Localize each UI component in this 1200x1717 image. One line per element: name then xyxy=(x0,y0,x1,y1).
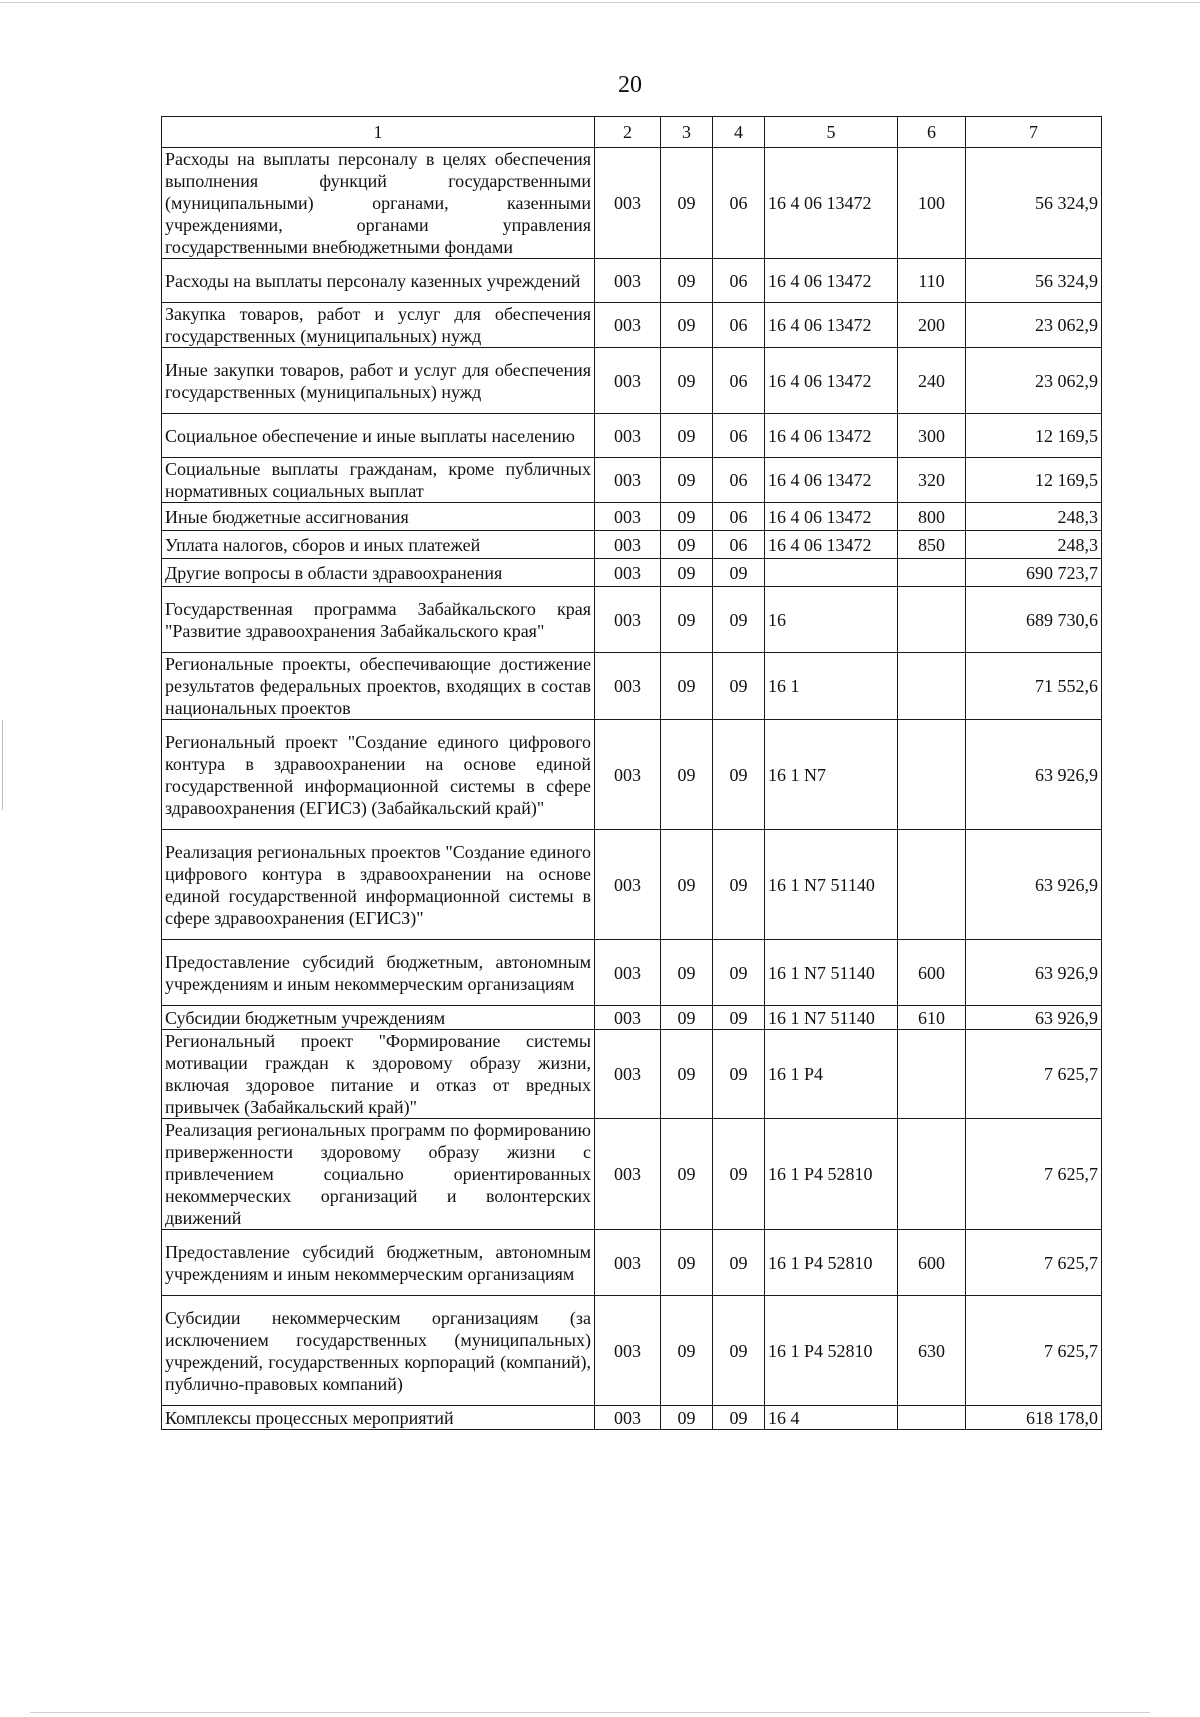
row-subsection-cell: 06 xyxy=(713,348,765,414)
table-row xyxy=(162,414,1102,458)
row-subsection-cell: 09 xyxy=(713,1296,765,1406)
row-name-cell: Социальные выплаты гражданам, кроме публичных нормативных социальных выплат xyxy=(162,458,595,503)
row-ministry-cell: 003 xyxy=(595,1006,661,1030)
row-ministry-cell: 003 xyxy=(595,587,661,653)
row-target-article-cell: 16 xyxy=(765,587,898,653)
row-ministry-cell: 003 xyxy=(595,148,661,259)
row-amount-cell: 7 625,7 xyxy=(966,1296,1102,1406)
row-expense-type-cell: 100 xyxy=(898,148,966,259)
row-expense-type-cell: 600 xyxy=(898,1230,966,1296)
row-name-cell: Расходы на выплаты персоналу казенных учреждений xyxy=(162,259,595,303)
row-target-article-cell xyxy=(765,559,898,587)
row-subsection-cell: 06 xyxy=(713,303,765,348)
row-expense-type-cell xyxy=(898,1406,966,1430)
row-amount-cell: 71 552,6 xyxy=(966,653,1102,720)
row-subsection-cell: 06 xyxy=(713,259,765,303)
row-target-article-cell: 16 4 06 13472 xyxy=(765,414,898,458)
row-expense-type-cell xyxy=(898,653,966,720)
table-row xyxy=(162,1119,1102,1230)
row-amount-cell: 248,3 xyxy=(966,531,1102,559)
row-ministry-cell: 003 xyxy=(595,940,661,1006)
table-row xyxy=(162,458,1102,503)
table-row xyxy=(162,503,1102,531)
row-expense-type-cell: 800 xyxy=(898,503,966,531)
row-subsection-cell: 06 xyxy=(713,414,765,458)
row-name-cell: Иные закупки товаров, работ и услуг для обеспечения государственных (муниципальных) нужд xyxy=(162,348,595,414)
row-name-cell: Государственная программа Забайкальского края "Развитие здравоохранения Забайкальского края" xyxy=(162,587,595,653)
scan-edge-line-bottom xyxy=(30,1712,1150,1713)
row-subsection-cell: 09 xyxy=(713,653,765,720)
header-cell-subsection: 4 xyxy=(713,117,765,148)
row-expense-type-cell: 320 xyxy=(898,458,966,503)
row-name-cell: Региональный проект "Формирование системы мотивации граждан к здоровому образу жизни, включая здоровое питание и отказ от вредных привычек (Забайкальский край)" xyxy=(162,1030,595,1119)
row-amount-cell: 63 926,9 xyxy=(966,1006,1102,1030)
table-row xyxy=(162,1230,1102,1296)
row-ministry-cell: 003 xyxy=(595,414,661,458)
table-row xyxy=(162,940,1102,1006)
row-target-article-cell: 16 1 P4 52810 xyxy=(765,1119,898,1230)
row-ministry-cell: 003 xyxy=(595,1296,661,1406)
row-expense-type-cell: 630 xyxy=(898,1296,966,1406)
header-cell-section: 3 xyxy=(661,117,713,148)
row-name-cell: Уплата налогов, сборов и иных платежей xyxy=(162,531,595,559)
row-section-cell: 09 xyxy=(661,1119,713,1230)
row-section-cell: 09 xyxy=(661,720,713,830)
row-subsection-cell: 09 xyxy=(713,1119,765,1230)
table-row xyxy=(162,148,1102,259)
row-ministry-cell: 003 xyxy=(595,303,661,348)
row-subsection-cell: 06 xyxy=(713,503,765,531)
row-name-cell: Реализация региональных проектов "Создание единого цифрового контура в здравоохранении на основе единой государственной информационной системы в сфере здравоохранения (ЕГИСЗ)" xyxy=(162,830,595,940)
row-ministry-cell: 003 xyxy=(595,653,661,720)
row-ministry-cell: 003 xyxy=(595,458,661,503)
scan-edge-line-top xyxy=(0,2,1200,3)
row-section-cell: 09 xyxy=(661,303,713,348)
row-name-cell: Комплексы процессных мероприятий xyxy=(162,1406,595,1430)
row-target-article-cell: 16 1 N7 xyxy=(765,720,898,830)
row-ministry-cell: 003 xyxy=(595,1119,661,1230)
page-number: 20 xyxy=(618,72,642,98)
row-subsection-cell: 09 xyxy=(713,1406,765,1430)
row-amount-cell: 63 926,9 xyxy=(966,940,1102,1006)
header-cell-name: 1 xyxy=(162,117,595,148)
row-ministry-cell: 003 xyxy=(595,720,661,830)
row-target-article-cell: 16 4 06 13472 xyxy=(765,259,898,303)
row-target-article-cell: 16 1 N7 51140 xyxy=(765,1006,898,1030)
row-amount-cell: 12 169,5 xyxy=(966,458,1102,503)
row-ministry-cell: 003 xyxy=(595,259,661,303)
table-row xyxy=(162,1006,1102,1030)
row-section-cell: 09 xyxy=(661,653,713,720)
table-body xyxy=(162,148,1102,1430)
row-name-cell: Региональный проект "Создание единого цифрового контура в здравоохранении на основе единой государственной информационной системы в сфере здравоохранения (ЕГИСЗ) (Забайкальский край)" xyxy=(162,720,595,830)
header-cell-target-article: 5 xyxy=(765,117,898,148)
row-target-article-cell: 16 4 06 13472 xyxy=(765,348,898,414)
row-target-article-cell: 16 1 N7 51140 xyxy=(765,940,898,1006)
row-amount-cell: 63 926,9 xyxy=(966,830,1102,940)
table-row xyxy=(162,830,1102,940)
row-amount-cell: 23 062,9 xyxy=(966,348,1102,414)
row-subsection-cell: 09 xyxy=(713,1006,765,1030)
row-target-article-cell: 16 4 06 13472 xyxy=(765,503,898,531)
row-section-cell: 09 xyxy=(661,1230,713,1296)
row-name-cell: Региональные проекты, обеспечивающие достижение результатов федеральных проектов, входящих в состав национальных проектов xyxy=(162,653,595,720)
row-ministry-cell: 003 xyxy=(595,503,661,531)
row-name-cell: Реализация региональных программ по формированию приверженности здоровому образу жизни с привлечением социально ориентированных некоммерческих организаций и волонтерских движений xyxy=(162,1119,595,1230)
row-section-cell: 09 xyxy=(661,348,713,414)
row-ministry-cell: 003 xyxy=(595,1406,661,1430)
row-name-cell: Другие вопросы в области здравоохранения xyxy=(162,559,595,587)
row-amount-cell: 618 178,0 xyxy=(966,1406,1102,1430)
row-section-cell: 09 xyxy=(661,531,713,559)
row-name-cell: Закупка товаров, работ и услуг для обеспечения государственных (муниципальных) нужд xyxy=(162,303,595,348)
row-name-cell: Субсидии некоммерческим организациям (за исключением государственных (муниципальных) учреждений, государственных корпораций (компаний), публично-правовых компаний) xyxy=(162,1296,595,1406)
row-ministry-cell: 003 xyxy=(595,830,661,940)
row-section-cell: 09 xyxy=(661,414,713,458)
row-subsection-cell: 09 xyxy=(713,559,765,587)
table-row xyxy=(162,1406,1102,1430)
header-cell-ministry: 2 xyxy=(595,117,661,148)
row-section-cell: 09 xyxy=(661,1030,713,1119)
row-target-article-cell: 16 1 P4 52810 xyxy=(765,1296,898,1406)
row-amount-cell: 56 324,9 xyxy=(966,259,1102,303)
row-name-cell: Социальное обеспечение и иные выплаты населению xyxy=(162,414,595,458)
row-expense-type-cell: 110 xyxy=(898,259,966,303)
row-amount-cell: 63 926,9 xyxy=(966,720,1102,830)
row-section-cell: 09 xyxy=(661,559,713,587)
row-expense-type-cell xyxy=(898,1030,966,1119)
row-section-cell: 09 xyxy=(661,1296,713,1406)
row-section-cell: 09 xyxy=(661,1406,713,1430)
row-name-cell: Иные бюджетные ассигнования xyxy=(162,503,595,531)
table-row xyxy=(162,531,1102,559)
row-expense-type-cell: 240 xyxy=(898,348,966,414)
row-section-cell: 09 xyxy=(661,587,713,653)
table-row xyxy=(162,559,1102,587)
row-ministry-cell: 003 xyxy=(595,1230,661,1296)
row-name-cell: Расходы на выплаты персоналу в целях обеспечения выполнения функций государственными (муниципальными) органами, казенными учреждениями, органами управления государственными внебюджетными фондами xyxy=(162,148,595,259)
row-amount-cell: 12 169,5 xyxy=(966,414,1102,458)
row-target-article-cell: 16 4 06 13472 xyxy=(765,458,898,503)
table-row xyxy=(162,653,1102,720)
row-ministry-cell: 003 xyxy=(595,531,661,559)
table-row xyxy=(162,587,1102,653)
row-name-cell: Предоставление субсидий бюджетным, автономным учреждениям и иным некоммерческим организациям xyxy=(162,940,595,1006)
row-expense-type-cell xyxy=(898,830,966,940)
row-amount-cell: 7 625,7 xyxy=(966,1230,1102,1296)
row-amount-cell: 7 625,7 xyxy=(966,1030,1102,1119)
row-expense-type-cell xyxy=(898,587,966,653)
row-subsection-cell: 09 xyxy=(713,940,765,1006)
table-row xyxy=(162,1030,1102,1119)
row-ministry-cell: 003 xyxy=(595,559,661,587)
row-subsection-cell: 09 xyxy=(713,830,765,940)
row-target-article-cell: 16 1 N7 51140 xyxy=(765,830,898,940)
row-section-cell: 09 xyxy=(661,1006,713,1030)
table-row xyxy=(162,720,1102,830)
row-amount-cell: 248,3 xyxy=(966,503,1102,531)
row-name-cell: Предоставление субсидий бюджетным, автономным учреждениям и иным некоммерческим организациям xyxy=(162,1230,595,1296)
row-subsection-cell: 09 xyxy=(713,1230,765,1296)
table-row xyxy=(162,1296,1102,1406)
row-section-cell: 09 xyxy=(661,940,713,1006)
row-expense-type-cell: 610 xyxy=(898,1006,966,1030)
row-amount-cell: 56 324,9 xyxy=(966,148,1102,259)
row-expense-type-cell: 850 xyxy=(898,531,966,559)
table-header-row xyxy=(162,117,1102,148)
row-name-cell: Субсидии бюджетным учреждениям xyxy=(162,1006,595,1030)
row-amount-cell: 7 625,7 xyxy=(966,1119,1102,1230)
row-subsection-cell: 09 xyxy=(713,1030,765,1119)
row-amount-cell: 690 723,7 xyxy=(966,559,1102,587)
row-section-cell: 09 xyxy=(661,148,713,259)
row-section-cell: 09 xyxy=(661,503,713,531)
row-section-cell: 09 xyxy=(661,259,713,303)
row-expense-type-cell: 300 xyxy=(898,414,966,458)
row-expense-type-cell xyxy=(898,559,966,587)
row-expense-type-cell: 200 xyxy=(898,303,966,348)
row-subsection-cell: 06 xyxy=(713,531,765,559)
header-cell-expense-type: 6 xyxy=(898,117,966,148)
row-expense-type-cell xyxy=(898,1119,966,1230)
row-subsection-cell: 06 xyxy=(713,148,765,259)
row-expense-type-cell: 600 xyxy=(898,940,966,1006)
table-row xyxy=(162,303,1102,348)
row-subsection-cell: 09 xyxy=(713,587,765,653)
row-expense-type-cell xyxy=(898,720,966,830)
row-subsection-cell: 09 xyxy=(713,720,765,830)
scan-edge-line-left xyxy=(2,720,3,810)
row-target-article-cell: 16 4 xyxy=(765,1406,898,1430)
table-row xyxy=(162,348,1102,414)
row-target-article-cell: 16 4 06 13472 xyxy=(765,531,898,559)
row-target-article-cell: 16 4 06 13472 xyxy=(765,148,898,259)
table-row xyxy=(162,259,1102,303)
row-target-article-cell: 16 4 06 13472 xyxy=(765,303,898,348)
row-target-article-cell: 16 1 xyxy=(765,653,898,720)
budget-expenditure-table xyxy=(161,116,1102,1430)
row-ministry-cell: 003 xyxy=(595,1030,661,1119)
row-section-cell: 09 xyxy=(661,830,713,940)
row-target-article-cell: 16 1 P4 xyxy=(765,1030,898,1119)
row-amount-cell: 23 062,9 xyxy=(966,303,1102,348)
row-target-article-cell: 16 1 P4 52810 xyxy=(765,1230,898,1296)
header-cell-amount: 7 xyxy=(966,117,1102,148)
row-amount-cell: 689 730,6 xyxy=(966,587,1102,653)
row-subsection-cell: 06 xyxy=(713,458,765,503)
row-section-cell: 09 xyxy=(661,458,713,503)
row-ministry-cell: 003 xyxy=(595,348,661,414)
